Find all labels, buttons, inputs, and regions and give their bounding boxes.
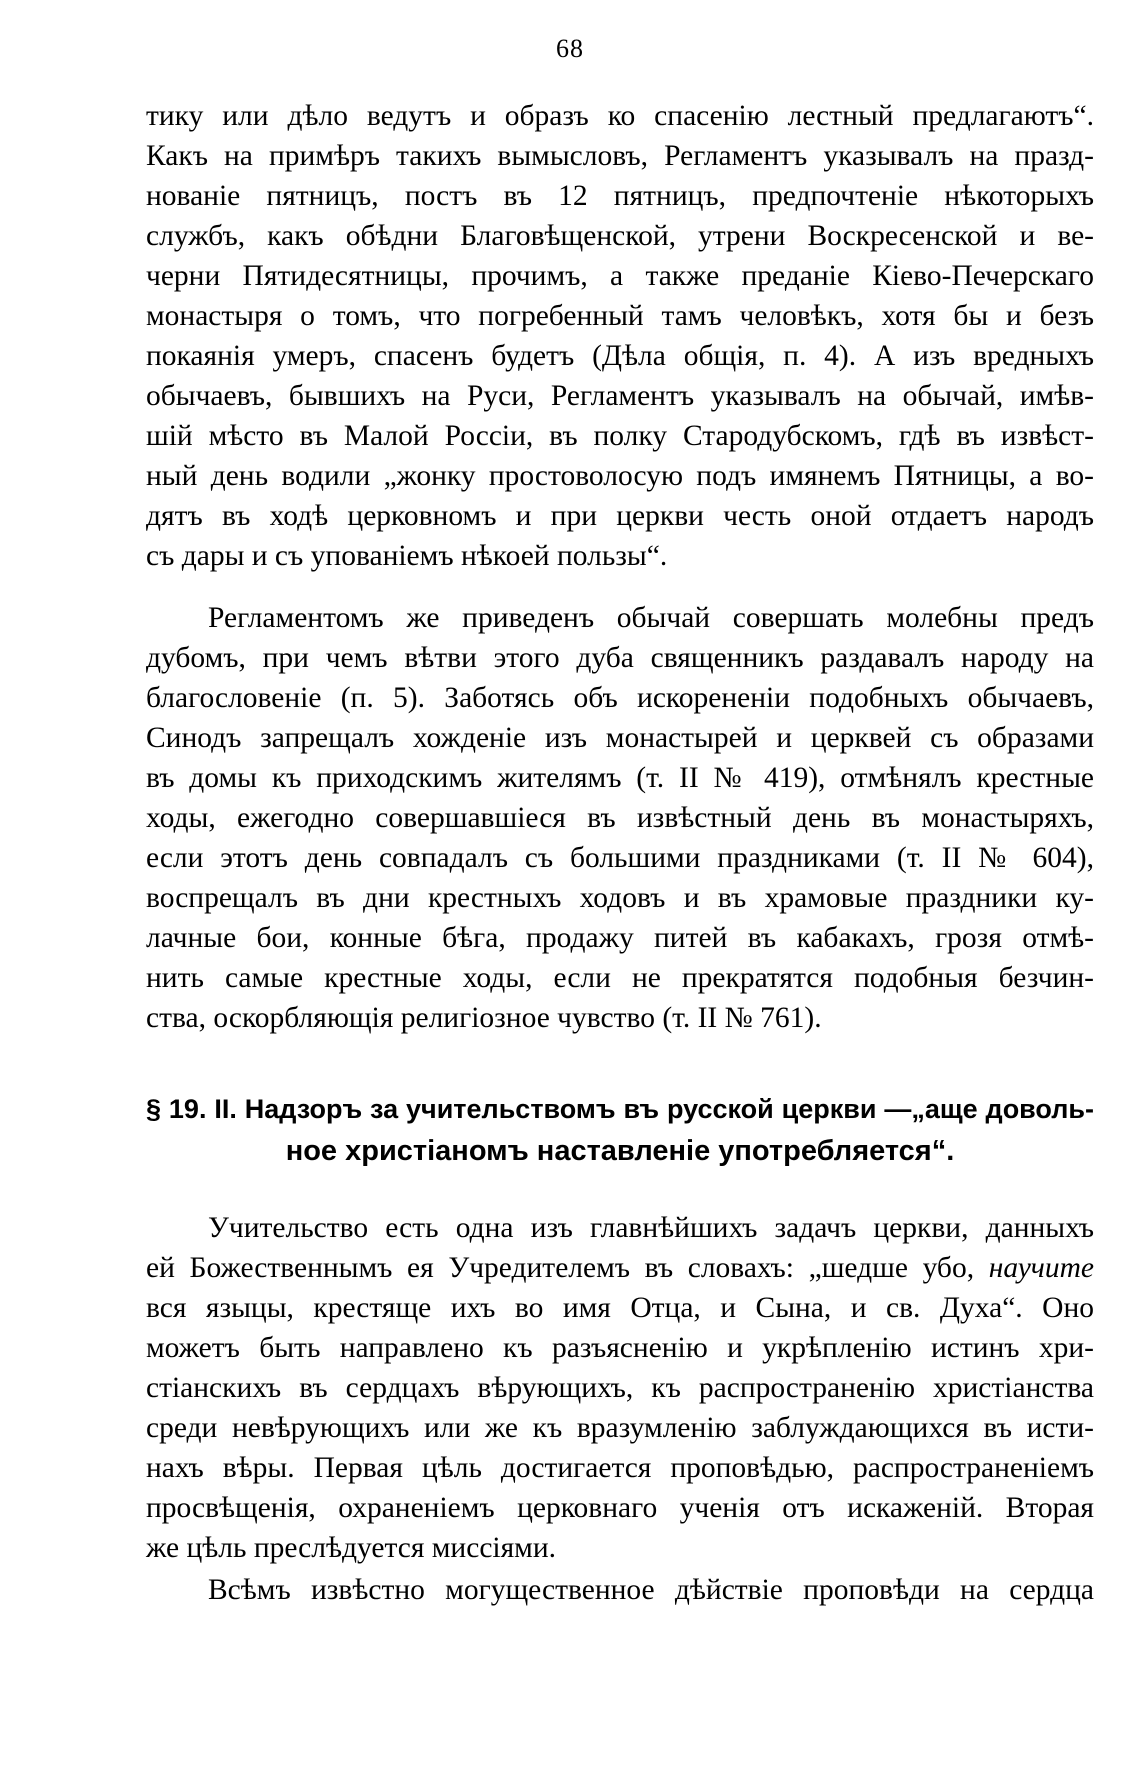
text-line: лачные бои, конные бѣга, продажу питей въ кабакахъ, грозя отмѣ- [146,922,1094,954]
paragraph-1 [146,96,1094,576]
text-line: дубомъ, при чемъ вѣтви этого дуба священникъ раздавалъ народу на [146,642,1094,674]
paragraph-4 [146,1570,1094,1610]
text-line: же цѣль преслѣдуется миссіями. [146,1532,557,1564]
text-line: нованіе пятницъ, постъ въ 12 пятницъ, предпочтеніе нѣкоторыхъ [146,180,1094,212]
paragraph-2 [146,598,1094,1038]
text-line: Какъ на примѣръ такихъ вымысловъ, Регламентъ указывалъ на празд- [146,140,1094,172]
text-line: тику или дѣло ведутъ и образъ ко спасенію лестный предлагаютъ“. [146,100,1094,132]
text-line: черни Пятидесятницы, прочимъ, а также преданіе Кіево-Печерскаго [146,260,1094,292]
heading-line: ное христіаномъ наставленіе употребляется“. [285,1135,955,1167]
section-heading [146,1088,1094,1172]
text-line: среди невѣрующихъ или же къ вразумленію заблуждающихся въ исти- [146,1412,1094,1444]
text-line: просвѣщенія, охраненіемъ церковнаго ученія отъ искаженій. Вторая [146,1492,1094,1524]
text-line: обычаевъ, бывшихъ на Руси, Регламентъ указывалъ на обычай, имѣв- [146,380,1094,412]
text-line: нить самые крестные ходы, если не прекратятся подобныя безчин- [146,962,1094,994]
text-line: монастыря о томъ, что погребенный тамъ человѣкъ, хотя бы и безъ [146,300,1094,332]
text-line: стіанскихъ въ сердцахъ вѣрующихъ, къ распространенію христіанства [146,1372,1094,1404]
paragraph-3 [146,1208,1094,1568]
text-line: съ дары и съ упованіемъ нѣкоей пользы“. [146,540,668,572]
text-line: можетъ быть направлено къ разъясненію и укрѣпленію истинъ хри- [146,1332,1094,1364]
text-line: въ домы къ приходскимъ жителямъ (т. II № 419), отмѣнялъ крестные [146,762,1094,794]
text-line: нахъ вѣры. Первая цѣль достигается проповѣдью, распространеніемъ [146,1452,1094,1484]
text-line: ный день водили „жонку простоволосую подъ имянемъ Пятницы, а во- [146,460,1094,492]
text-line: Регламентомъ же приведенъ обычай совершать молебны предъ [208,602,1094,634]
text-line: ства, оскорбляющія религіозное чувство (т. II № 761). [146,1002,822,1034]
text-line: ходы, ежегодно совершавшіеся въ извѣстный день въ монастыряхъ, [146,802,1094,834]
italic-word: научите [988,1252,1095,1284]
text-fragment: ей Божественнымъ ея Учредителемъ въ словахъ: „шедше убо, [146,1252,975,1284]
text-line: Синодъ запрещалъ хожденіе изъ монастырей и церквей съ образами [146,722,1094,754]
text-line: вся языцы, крестяще ихъ во имя Отца, и Сына, и св. Духа“. Оно [146,1292,1094,1324]
text-line [146,1248,1094,1288]
text-line: воспрещалъ въ дни крестныхъ ходовъ и въ храмовые праздники ку- [146,882,1094,914]
text-line: Учительство есть одна изъ главнѣйшихъ задачъ церкви, данныхъ [208,1212,1094,1244]
text-line: службъ, какъ обѣдни Благовѣщенской, утрени Воскресенской и ве- [146,220,1094,252]
text-line: благословеніе (п. 5). Заботясь объ искорененіи подобныхъ обычаевъ, [146,682,1094,714]
page-number: 68 [556,34,584,63]
text-line: дятъ въ ходѣ церковномъ и при церкви честь оной отдаетъ народъ [146,500,1094,532]
heading-line: § 19. II. Надзоръ за учительствомъ въ русской церкви —„аще доволь- [146,1094,1094,1124]
text-line: покаянія умеръ, спасенъ будетъ (Дѣла общія, п. 4). А изъ вредныхъ [146,340,1094,372]
text-line: Всѣмъ извѣстно могущественное дѣйствіе проповѣди на сердца [208,1574,1094,1606]
text-line: шій мѣсто въ Малой Россіи, въ полку Стародубскомъ, гдѣ въ извѣст- [146,420,1094,452]
text-line: если этотъ день совпадалъ съ большими праздниками (т. II № 604), [146,842,1094,874]
